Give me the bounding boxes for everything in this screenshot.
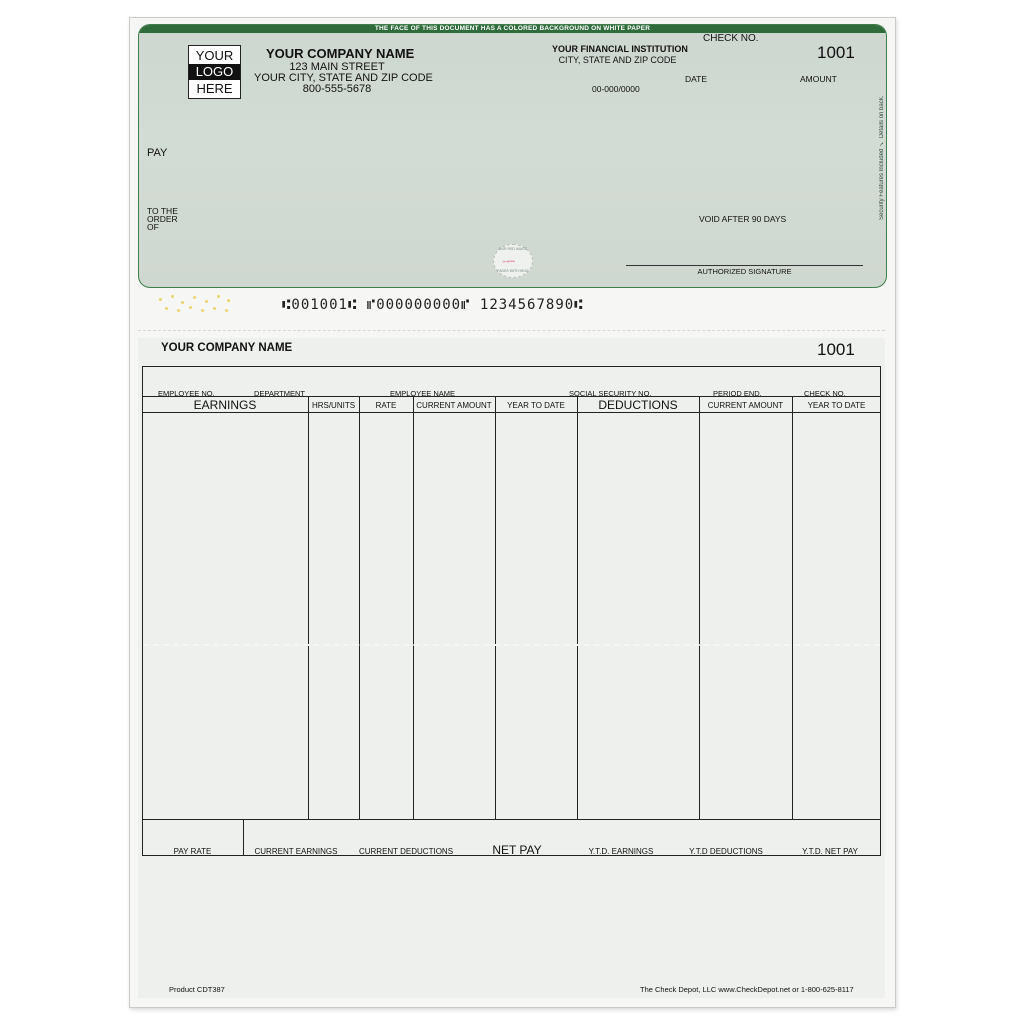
- col-ytd-deductions: YEAR TO DATE: [807, 401, 866, 410]
- perforation-line: [138, 330, 885, 331]
- hdr-department: DEPARTMENT: [254, 389, 305, 398]
- bank-name: YOUR FINANCIAL INSTITUTION: [552, 44, 688, 54]
- footer-current-deductions: CURRENT DEDUCTIONS: [358, 847, 454, 856]
- stub-check-number: 1001: [817, 340, 855, 359]
- to-the-order-label: [147, 207, 178, 231]
- void-notice: VOID AFTER 90 DAYS: [699, 214, 787, 224]
- amount-label: AMOUNT: [800, 74, 837, 84]
- key-icon: ⊶━: [502, 257, 515, 266]
- seal-text-bottom: FADES WITH HEAT: [497, 269, 529, 273]
- logo-line-1: YOUR: [195, 48, 234, 63]
- product-code: Product CDT387: [169, 985, 225, 994]
- vendor-line: The Check Depot, LLC www.CheckDepot.net or 1-800-625-8117: [640, 985, 854, 994]
- date-label: DATE: [685, 74, 708, 84]
- col-deductions: DEDUCTIONS: [598, 398, 678, 412]
- routing-fraction: 00-000/0000: [592, 84, 640, 94]
- to-the-order-line-1: TO THE: [147, 206, 178, 216]
- seal-text-top: OUR RED IMAGE: [498, 247, 528, 251]
- company-street: 123 MAIN STREET: [289, 61, 385, 73]
- footer-ytd-earnings: Y.T.D. EARNINGS: [588, 847, 654, 856]
- notice-strip: THE FACE OF THIS DOCUMENT HAS A COLORED BACKGROUND ON WHITE PAPER: [139, 25, 886, 33]
- micr-line: ⑆001001⑆ ⑈000000000⑈ 1234567890⑆: [282, 297, 584, 313]
- col-rule: [699, 396, 700, 819]
- footer-ytd-net-pay: Y.T.D. NET PAY: [802, 847, 858, 856]
- footer-ytd-deductions: Y.T.D DEDUCTIONS: [689, 847, 763, 856]
- stub-inner-perforation: [143, 644, 880, 646]
- col-rule: [413, 396, 414, 819]
- col-ytd-earnings: YEAR TO DATE: [507, 401, 565, 410]
- logo-line-2: LOGO: [189, 64, 240, 80]
- bank-city: CITY, STATE AND ZIP CODE: [558, 55, 677, 65]
- to-the-order-line-3: OF: [147, 222, 159, 232]
- logo-placeholder: [188, 45, 241, 99]
- security-features-note: Security Features Included ✓ Details on back.: [879, 95, 885, 220]
- col-current-amount-deductions: CURRENT AMOUNT: [707, 401, 784, 410]
- col-rule: [308, 396, 309, 819]
- stub-company-name: YOUR COMPANY NAME: [161, 342, 293, 354]
- footer-pay-rate: PAY RATE: [173, 847, 212, 856]
- hdr-employee-name: EMPLOYEE NAME: [390, 389, 456, 398]
- check-number: 1001: [817, 43, 855, 62]
- stub-table: [142, 366, 881, 856]
- col-rule: [792, 396, 793, 819]
- rule-footer: [142, 819, 881, 820]
- hdr-ssn: SOCIAL SECURITY NO.: [569, 389, 652, 398]
- rule-header: [142, 412, 881, 413]
- hdr-check-no: CHECK NO.: [804, 389, 846, 398]
- check-no-label: CHECK NO.: [703, 33, 759, 44]
- rule-info: [142, 396, 881, 397]
- heat-seal: [493, 244, 533, 278]
- col-earnings: EARNINGS: [193, 398, 257, 412]
- hdr-employee-no: EMPLOYEE NO.: [158, 389, 215, 398]
- col-rule: [577, 396, 578, 819]
- footer-current-earnings: CURRENT EARNINGS: [254, 847, 338, 856]
- signature-label: AUTHORIZED SIGNATURE: [697, 267, 792, 276]
- to-the-order-line-2: ORDER: [147, 214, 178, 224]
- pay-label: PAY: [147, 147, 168, 159]
- company-city-state-zip: YOUR CITY, STATE AND ZIP CODE: [254, 72, 433, 84]
- col-rule: [359, 396, 360, 819]
- footer-rule: [243, 819, 244, 856]
- col-current-amount-earnings: CURRENT AMOUNT: [416, 401, 492, 410]
- footer-net-pay: NET PAY: [492, 843, 542, 857]
- logo-line-3: HERE: [196, 81, 233, 96]
- col-hrs-units: HRS/UNITS: [311, 401, 356, 410]
- security-foil-dots: [155, 295, 235, 313]
- signature-line: [626, 265, 863, 266]
- company-phone: 800-555-5678: [302, 83, 372, 95]
- company-name: YOUR COMPANY NAME: [266, 46, 415, 61]
- col-rate: RATE: [375, 401, 397, 410]
- hdr-period-end: PERIOD END.: [713, 389, 762, 398]
- col-rule: [495, 396, 496, 819]
